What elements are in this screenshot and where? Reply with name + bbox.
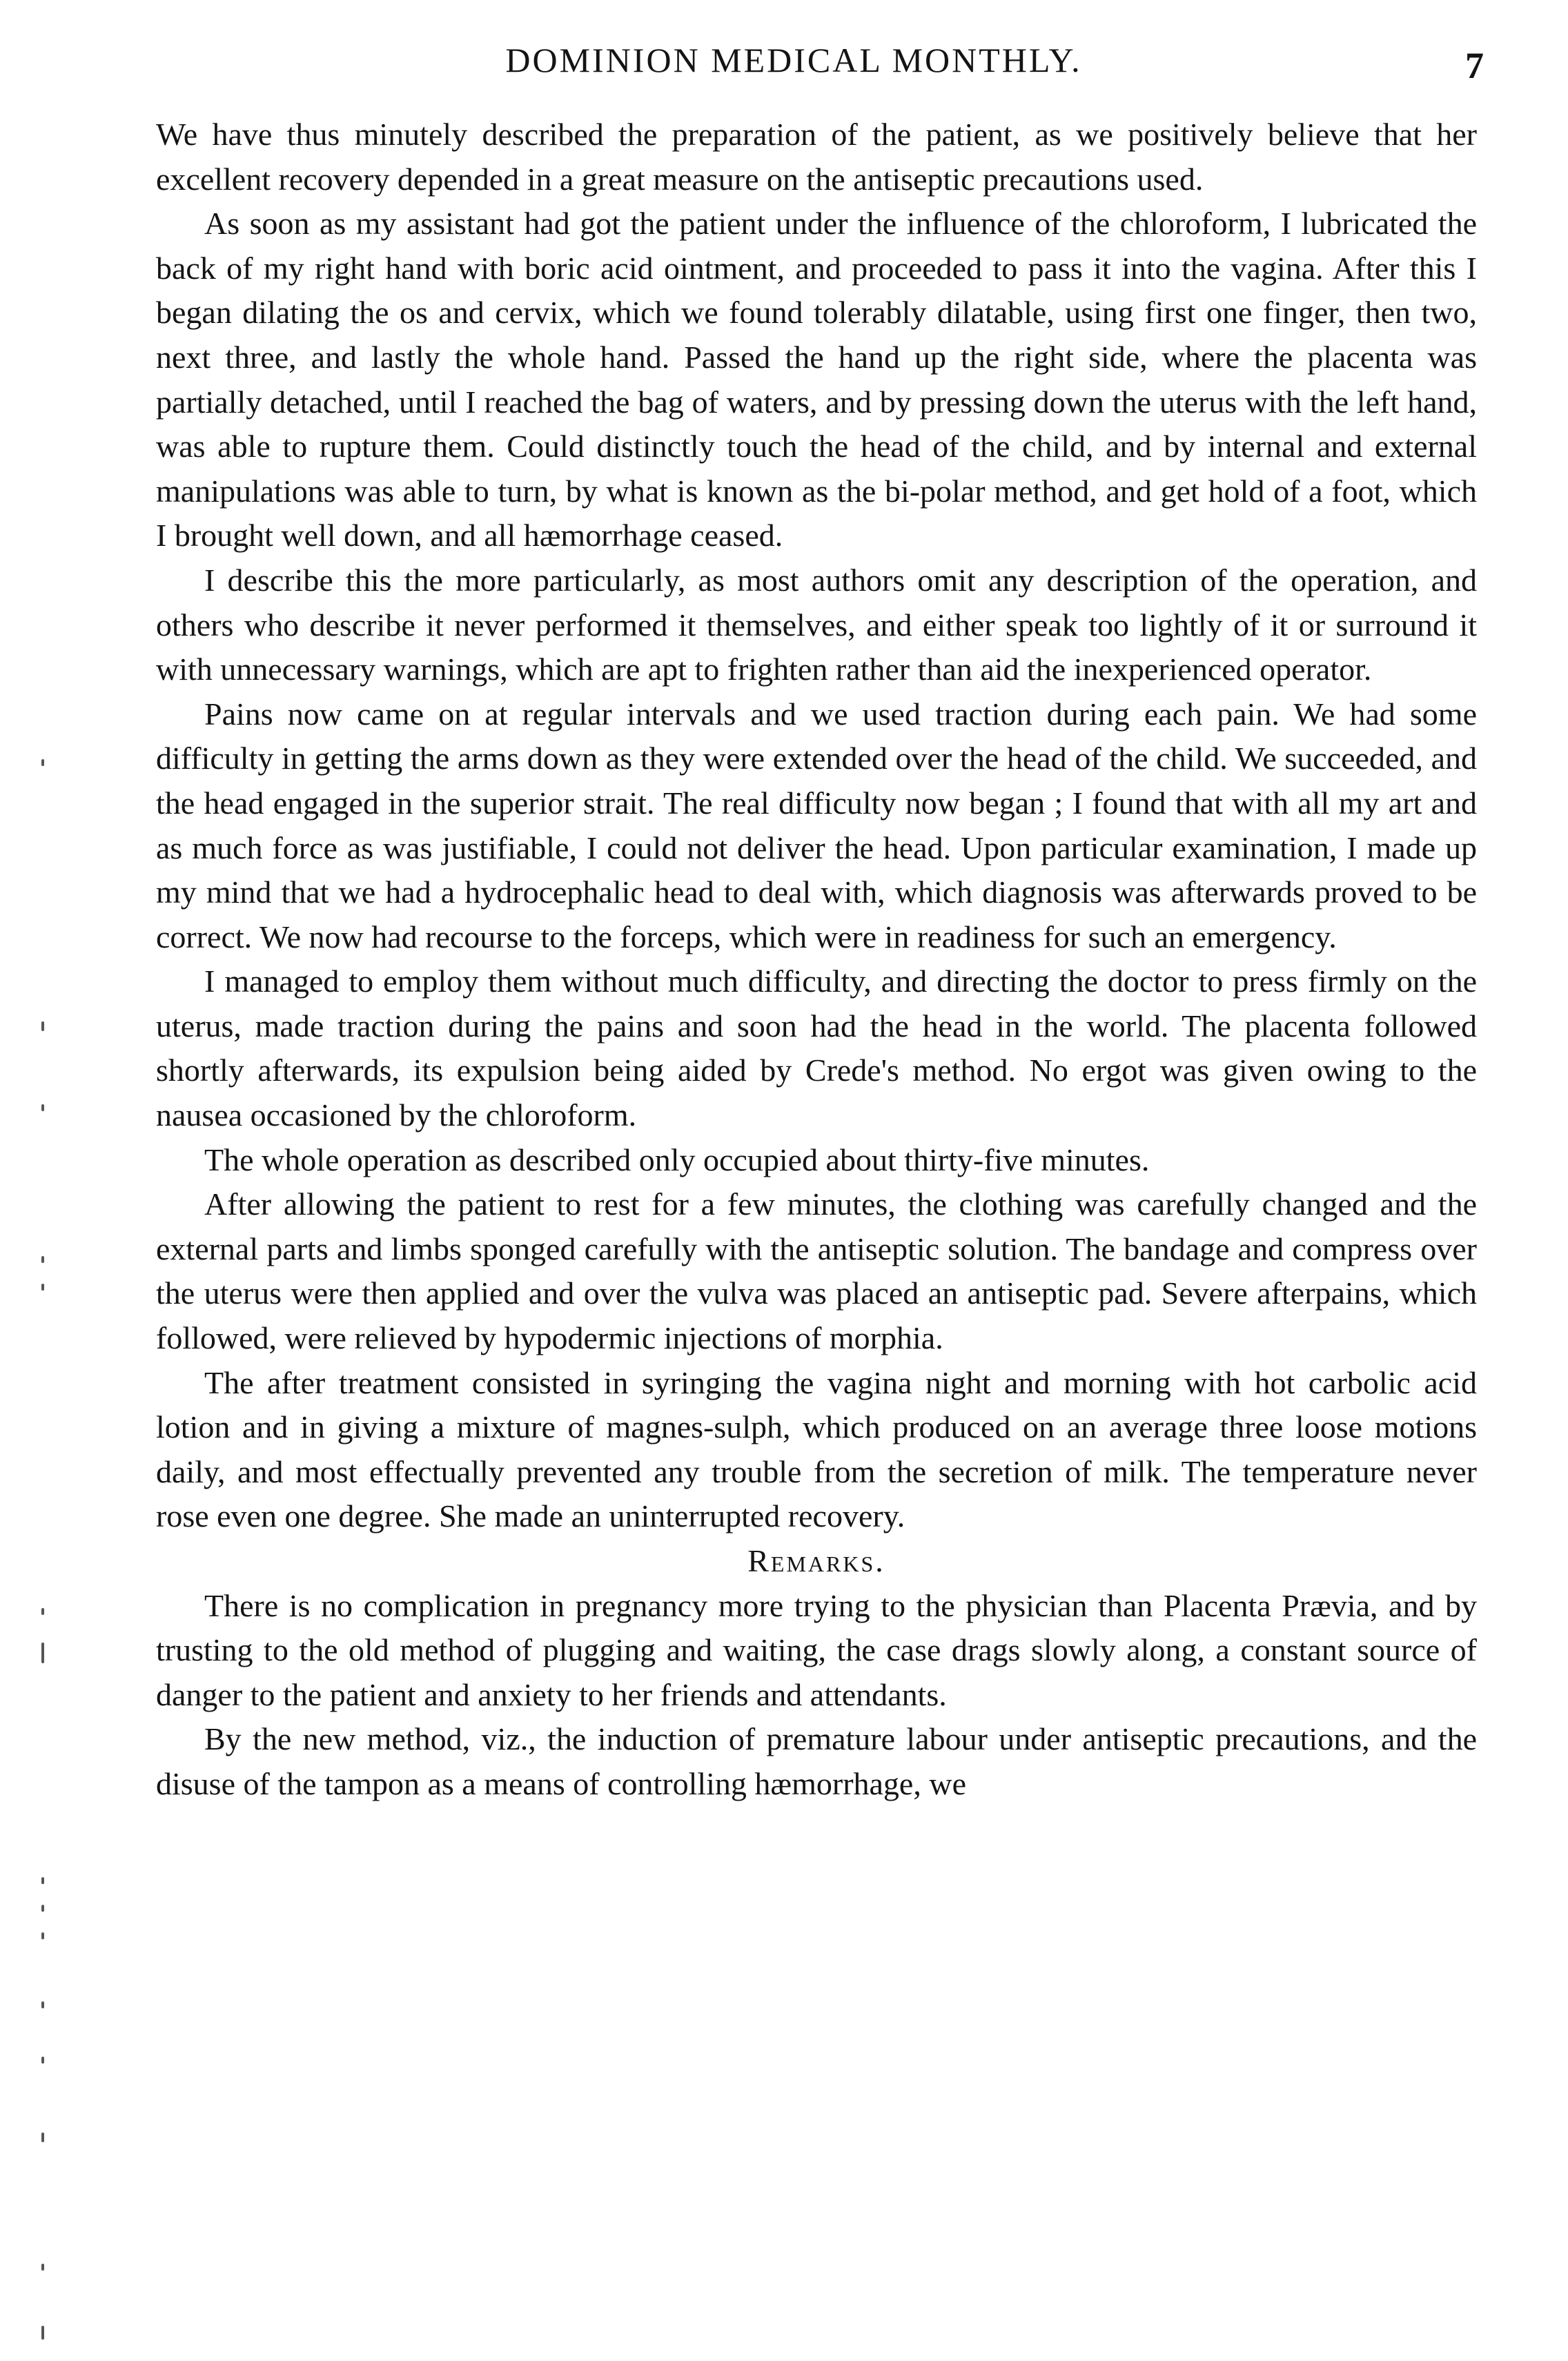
paragraph: As soon as my assistant had got the patient under the influence of the chloroform, I lubricated the back of my right hand with boric acid ointment, and proceeded to pass it into the vagina. After this I began dilating the os and cervix, which we found tolerably dilatable, using first one finger, then two, next three, and lastly the whole hand. Passed the hand up the right side, where the placenta was partially detached, until I reached the bag of waters, and by pressing down the uterus with the left hand, was able to rupture them. Could distinctly touch the head of the child, and by internal and external manipulations was able to turn, by what is known as the bi-polar method, and get hold of a foot, which I brought well down, and all hæmorrhage ceased. — [156, 206, 1477, 553]
paragraph: After allowing the patient to rest for a few minutes, the clothing was carefully changed and the external parts and limbs sponged carefully with the antiseptic solution. The bandage and compress over the uterus were then applied and over the vulva was placed an antiseptic pad. Severe afterpains, which followed, were relieved by hypodermic injections of morphia. — [156, 1186, 1477, 1356]
paragraph: I managed to employ them without much difficulty, and directing the doctor to press firmly on the uterus, made traction during the pains and soon had the head in the world. The placenta followed shortly afterwards, its expulsion being aided by Crede's method. No ergot was given owing to the nausea occasioned by the chloroform. — [156, 963, 1477, 1133]
page-number: 7 — [1465, 45, 1484, 86]
paragraph: Pains now came on at regular intervals and we used traction during each pain. We had some difficulty in getting the arms down as they were extended over the head of the child. We succeeded, and the head engaged in the superior strait. The real difficulty now began ; I found that with all my art and as much force as was justifiable, I could not deliver the head. Upon particular examination, I made up my mind that we had a hydrocephalic head to deal with, which diagnosis was afterwards proved to be correct. We now had recourse to the forceps, which were in readiness for such an emergency. — [156, 696, 1477, 954]
speck — [41, 2057, 44, 2064]
speck — [41, 1932, 44, 1939]
speck — [41, 2264, 44, 2271]
speck — [41, 2133, 44, 2142]
speck — [41, 1284, 44, 1291]
speck — [41, 1104, 44, 1111]
running-head — [138, 33, 1484, 88]
paragraph: There is no complication in pregnancy more trying to the physician than Placenta Prævia, and by trusting to the old method of plugging and waiting, the case drags slowly along, a constant source of danger to the patient and anxiety to her friends and attendants. — [156, 1587, 1477, 1712]
speck — [41, 2001, 44, 2008]
article-body — [156, 112, 1477, 1807]
speck — [41, 1643, 44, 1663]
paragraph: By the new method, viz., the induction of premature labour under antiseptic precautions, and the disuse of the tampon as a means of controlling hæmorrhage, we — [156, 1721, 1477, 1801]
paragraph: I describe this the more particularly, as most authors omit any description of the operation, and others who describe it never performed it themselves, and either speak too lightly of it or surround it with unnecessary warnings, which are apt to frighten rather than aid the inexperienced operator. — [156, 562, 1477, 687]
speck — [41, 1256, 44, 1263]
margin-specks — [41, 759, 83, 2347]
speck — [41, 1905, 44, 1912]
paragraph: The whole operation as described only occupied about thirty-five minutes. — [204, 1142, 1150, 1177]
speck — [41, 1021, 44, 1031]
journal-title: DOMINION MEDICAL MONTHLY. — [505, 41, 1082, 79]
speck — [41, 1608, 44, 1615]
paragraph: We have thus minutely described the preparation of the patient, as we positively believe that her excellent recovery depended in a great measure on the antiseptic precautions used. — [156, 117, 1477, 197]
speck — [41, 759, 44, 766]
speck — [41, 1877, 44, 1884]
paragraph: The after treatment consisted in syringing the vagina night and morning with hot carbolic acid lotion and in giving a mixture of magnes-sulph, which produced on an average three loose motions daily, and most effectually prevented any trouble from the secretion of milk. The temperature never rose even one degree. She made an uninterrupted recovery. — [156, 1364, 1477, 1534]
speck — [41, 2326, 44, 2340]
section-heading: Remarks. — [747, 1543, 885, 1578]
